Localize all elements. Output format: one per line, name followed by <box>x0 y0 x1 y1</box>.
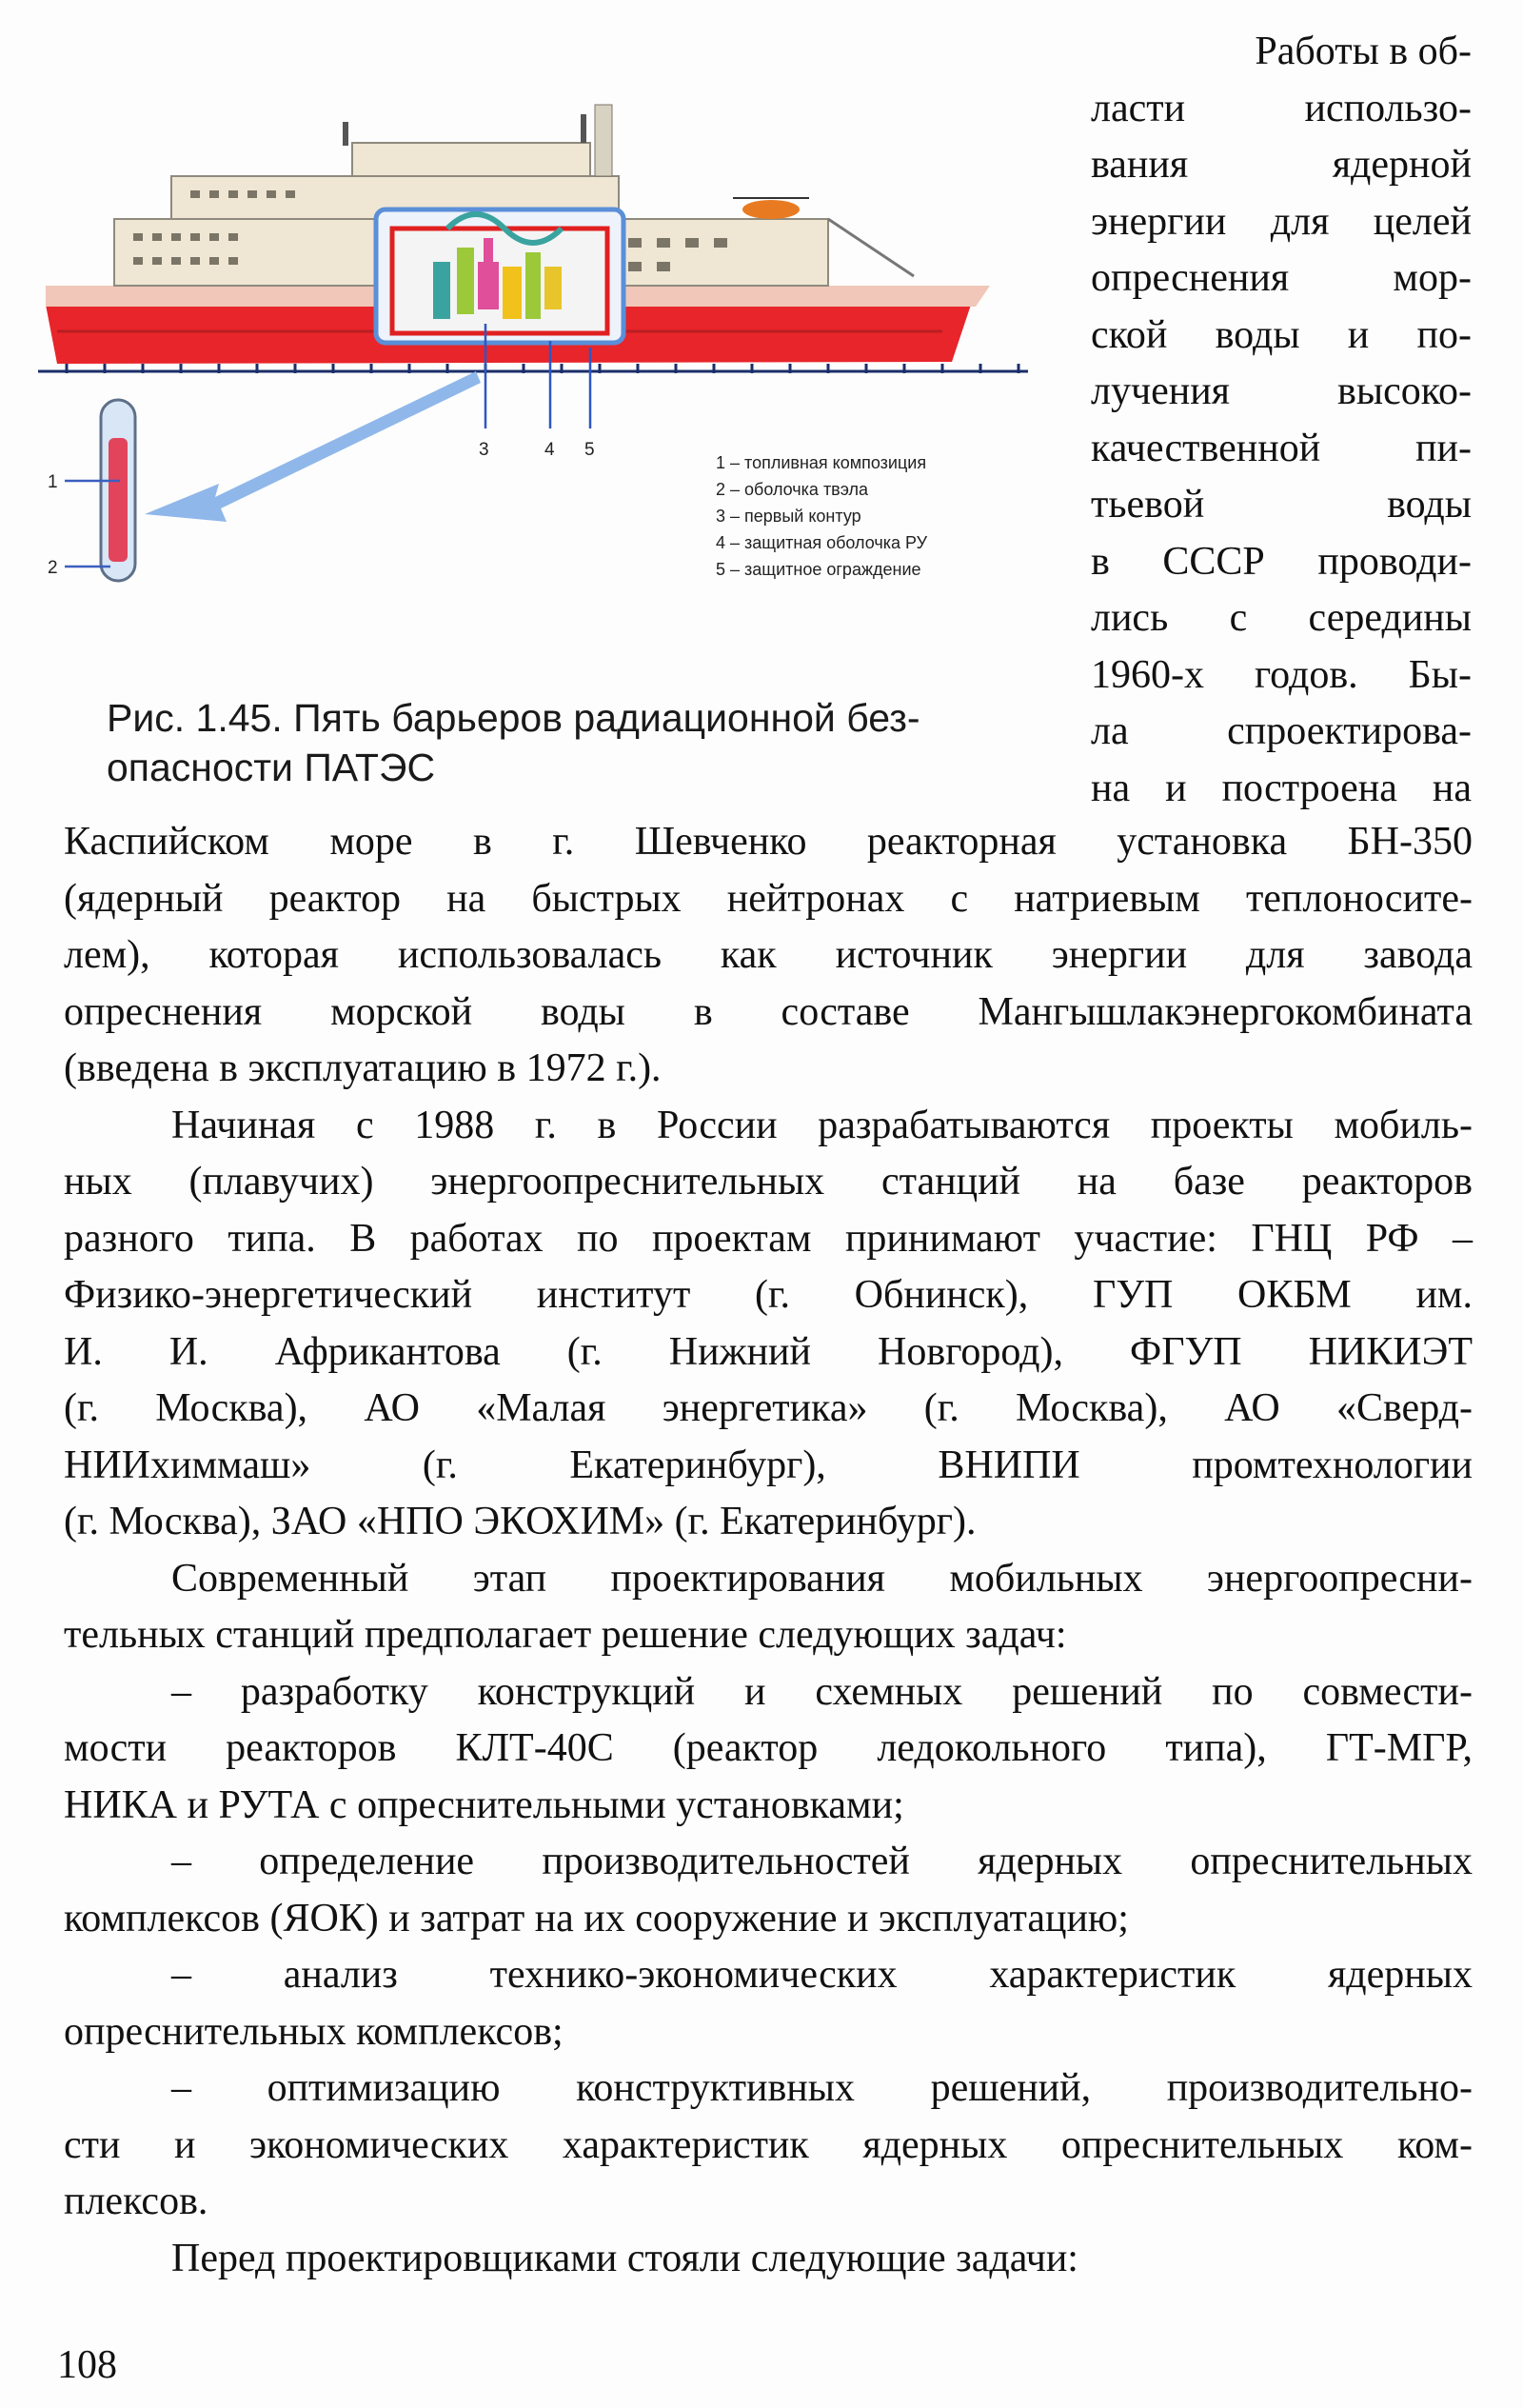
text-line: ской воды и по- <box>1091 312 1472 357</box>
caption-line: опасности ПАТЭС <box>107 746 436 789</box>
text-line: опреснения морской воды в составе Мангышлакэнергокомбината <box>64 989 1473 1034</box>
containment-frame <box>392 229 607 333</box>
figure-caption <box>107 693 1058 792</box>
callout-4: 4 <box>544 440 555 460</box>
text-line: Физико-энергетический институт (г. Обнинск), ГУП ОКБМ им. <box>64 1273 1473 1317</box>
legend-item: 4 – защитная оболочка РУ <box>716 533 928 552</box>
arrow-icon <box>145 371 481 522</box>
text-line: НИКА и РУТА с опреснительными установками; <box>64 1782 904 1827</box>
text-line: (г. Москва), АО «Малая энергетика» (г. Москва), АО «Сверд- <box>64 1386 1473 1430</box>
legend-item: 5 – защитное ограждение <box>716 560 921 579</box>
text-line: Перед проектировщиками стояли следующие задачи: <box>171 2236 1078 2280</box>
text-line: (ядерный реактор на быстрых нейтронах с натриевым теплоносите- <box>64 876 1473 921</box>
text-line: опреснения мор- <box>1091 256 1472 300</box>
text-line: – определение производительностей ядерных опреснительных <box>171 1840 1473 1883</box>
legend-item: 1 – топливная композиция <box>716 453 927 472</box>
text-line: в СССР проводи- <box>1091 539 1472 584</box>
caption-line: Рис. 1.45. Пять барьеров радиационной без- <box>107 696 920 740</box>
callout-5: 5 <box>584 440 595 460</box>
text-line: сти и экономических характеристик ядерных опреснительных ком- <box>64 2122 1473 2167</box>
text-line: качественной пи- <box>1091 426 1472 470</box>
text-line: НИИхиммаш» (г. Екатеринбург), ВНИПИ промтехнологии <box>64 1443 1473 1487</box>
text-line: Современный этап проектирования мобильных энергоопресни- <box>171 1556 1473 1601</box>
page-number: 108 <box>57 2343 117 2387</box>
text-line: (введена в эксплуатацию в 1972 г.). <box>64 1046 662 1090</box>
text-line: на и построена на <box>1091 766 1472 810</box>
figure-ship-diagram <box>38 86 1038 619</box>
main-text <box>64 814 1473 2287</box>
text-line: энергии для целей <box>1091 199 1472 244</box>
text-line: ласти использо- <box>1091 86 1472 130</box>
callout-3: 3 <box>479 440 489 460</box>
text-line: лем), которая использовалась как источник энергии для завода <box>64 933 1473 977</box>
figure-legend <box>716 449 927 583</box>
text-line: Начиная с 1988 г. в России разрабатываются проекты мобиль- <box>171 1103 1473 1147</box>
text-line: тельных станций предполагает решение следующих задач: <box>64 1613 1067 1657</box>
text-line: ных (плавучих) энергоопреснительных станций на базе реакторов <box>64 1160 1473 1204</box>
text-line: вания ядерной <box>1091 143 1472 187</box>
text-line: Каспийском море в г. Шевченко реакторная установка БН-350 <box>64 820 1473 864</box>
side-text-column <box>1091 24 1472 817</box>
text-line: Работы в об- <box>1255 30 1472 73</box>
text-line: ла спроектирова- <box>1091 709 1472 753</box>
text-line: – разработку конструкций и схемных решений по совмести- <box>171 1669 1473 1714</box>
text-line: (г. Москва), ЗАО «НПО ЭКОХИМ» (г. Екатеринбург). <box>64 1500 977 1543</box>
legend-item: 3 – первый контур <box>716 507 861 526</box>
text-line: И. И. Африкантова (г. Нижний Новгород), ФГУП НИКИЭТ <box>64 1329 1473 1374</box>
text-line: опреснительных комплексов; <box>64 2009 564 2054</box>
callout-2: 2 <box>48 558 58 578</box>
text-line: лись с середины <box>1091 596 1472 640</box>
text-line: тьевой воды <box>1091 483 1472 527</box>
text-line: плексов. <box>64 2179 208 2223</box>
text-line: комплексов (ЯОК) и затрат на их сооружение и эксплуатацию; <box>64 1896 1129 1940</box>
text-line: мости реакторов КЛТ-40С (реактор ледокольного типа), ГТ-МГР, <box>64 1726 1473 1770</box>
text-line: – анализ технико-экономических характеристик ядерных <box>171 1953 1473 1997</box>
legend-item: 2 – оболочка твэла <box>716 480 869 499</box>
text-line: лучения высоко- <box>1091 369 1472 413</box>
text-line: 1960-х годов. Бы- <box>1091 652 1472 697</box>
callout-1: 1 <box>48 472 58 492</box>
text-line: – оптимизацию конструктивных решений, производительно- <box>171 2066 1473 2110</box>
text-line: разного типа. В работах по проектам принимают участие: ГНЦ РФ – <box>64 1216 1473 1261</box>
